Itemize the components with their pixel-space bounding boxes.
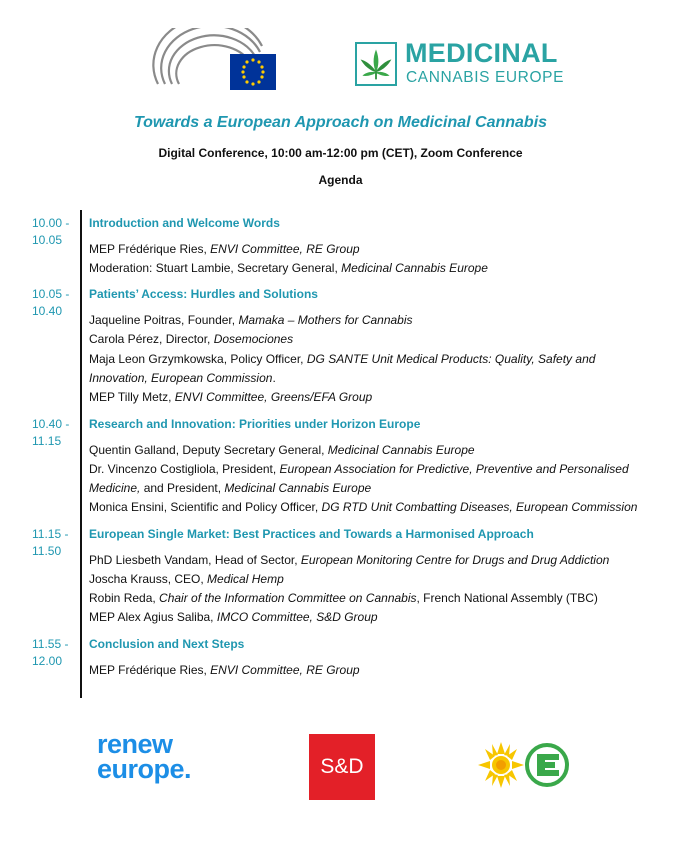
session-heading: European Single Market: Best Practices and Towards a Harmonised Approach: [89, 527, 534, 541]
speaker-line: Joscha Krauss, CEO, Medical Hemp: [89, 572, 284, 586]
speaker-line: Moderation: Stuart Lambie, Secretary General, Medicinal Cannabis Europe: [89, 261, 488, 275]
speaker-line: MEP Frédérique Ries, ENVI Committee, RE Group: [89, 242, 360, 256]
agenda-label: Agenda: [318, 173, 363, 187]
sd-logo-text: S&D: [320, 755, 364, 778]
renew-logo-line1: renew: [97, 729, 173, 759]
speaker-line: Innovation, European Commission.: [89, 371, 276, 385]
european-parliament-logo: [152, 28, 278, 92]
session-time: 11.55 - 12.00: [32, 637, 69, 668]
session-heading: Patients’ Access: Hurdles and Solutions: [89, 287, 318, 301]
session-time: 11.15 - 11.50: [32, 527, 69, 558]
speaker-line: PhD Liesbeth Vandam, Head of Sector, European Monitoring Centre for Drugs and Drug Addiction: [89, 553, 610, 567]
sd-group-logo: [309, 734, 375, 800]
session-time: 10.00 - 10.05: [32, 216, 70, 247]
session-heading: Conclusion and Next Steps: [89, 637, 245, 651]
speaker-line: MEP Frédérique Ries, ENVI Committee, RE Group: [89, 663, 360, 677]
speaker-line: Robin Reda, Chair of the Information Committee on Cannabis, French National Assembly (TBC): [89, 591, 598, 605]
timeline-divider: [80, 210, 82, 698]
conference-subtitle: Digital Conference, 10:00 am-12:00 pm (CET), Zoom Conference: [158, 146, 523, 160]
logo-text-medicinal: MEDICINAL: [405, 38, 558, 68]
document-title: Towards a European Approach on Medicinal Cannabis: [133, 114, 548, 131]
speaker-line: Maja Leon Grzymkowska, Policy Officer, DG SANTE Unit Medical Products: Quality, Safety and: [89, 352, 596, 366]
speaker-line: MEP Alex Agius Saliba, IMCO Committee, S&D Group: [89, 610, 378, 624]
speaker-line: Quentin Galland, Deputy Secretary General, Medicinal Cannabis Europe: [89, 443, 475, 457]
speaker-line: Carola Pérez, Director, Dosemociones: [89, 332, 294, 346]
speaker-line: Jaqueline Poitras, Founder, Mamaka – Mothers for Cannabis: [89, 313, 413, 327]
speaker-line: Medicine, and President, Medicinal Cannabis Europe: [89, 481, 372, 495]
session-time: 10.05 - 10.40: [32, 287, 70, 318]
logo-text-cannabis-europe: CANNABIS EUROPE: [406, 69, 565, 86]
medicinal-cannabis-europe-logo: [355, 40, 575, 90]
speaker-line: Monica Ensini, Scientific and Policy Officer, DG RTD Unit Combatting Diseases, European Commission: [89, 500, 638, 514]
speaker-line: MEP Tilly Metz, ENVI Committee, Greens/EFA Group: [89, 390, 373, 404]
session-heading: Research and Innovation: Priorities under Horizon Europe: [89, 417, 421, 431]
greens-efa-logo: [475, 738, 571, 792]
session-heading: Introduction and Welcome Words: [89, 216, 280, 230]
cannabis-leaf-icon: [355, 42, 397, 86]
renew-logo-line2: europe.: [97, 754, 192, 784]
speaker-line: Dr. Vincenzo Costigliola, President, European Association for Predictive, Preventive and Personalised: [89, 462, 629, 476]
renew-europe-logo: [97, 729, 227, 792]
session-time: 10.40 - 11.15: [32, 417, 70, 448]
